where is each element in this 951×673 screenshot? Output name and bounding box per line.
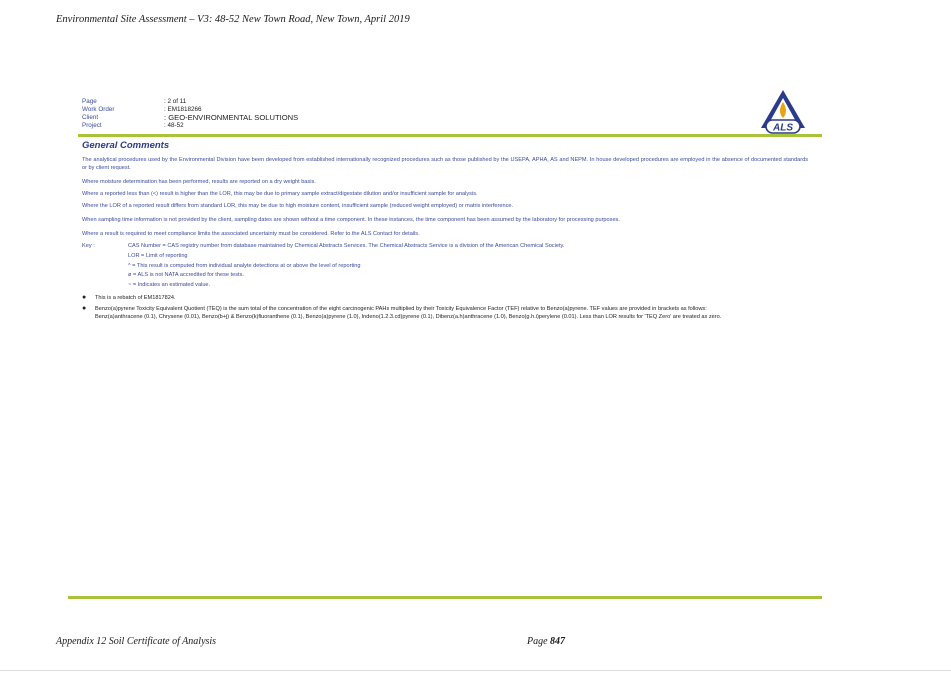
footer-appendix-title: Appendix 12 Soil Certificate of Analysis (56, 636, 217, 647)
bullet-icon: ● (82, 293, 87, 301)
meta-value: : GEO-ENVIRONMENTAL SOLUTIONS (164, 112, 299, 122)
footer-divider (68, 596, 822, 599)
header-divider (78, 134, 822, 137)
comment-paragraph: Where a result is required to meet compliance limits the associated uncertainty must be considered. Refer to the ALS Contact for details. (82, 231, 420, 237)
meta-label: Page (82, 97, 97, 105)
comment-paragraph: The analytical procedures used by the Environmental Division have been developed from established internationally recognized procedures such as those published by the USEPA, APHA, AS and NEPM. In house developed procedures are employed in the absence of documented standards or by client request. (82, 157, 808, 171)
meta-label: Project (82, 121, 102, 129)
bullet-icon: ● (82, 304, 87, 312)
key-line: CAS Number = CAS registry number from database maintained by Chemical Abstracts Services. The Chemical Abstracts Service is a division of the American Chemical Society. (128, 243, 565, 249)
comment-paragraph: Where moisture determination has been performed, results are reported on a dry weight basis. (82, 179, 316, 185)
running-header: Environmental Site Assessment – V3: 48-52 New Town Road, New Town, April 2019 (56, 14, 410, 25)
page-edge (0, 670, 951, 671)
meta-label: Work Order (82, 105, 115, 113)
section-title: General Comments (82, 140, 170, 151)
footer-page (527, 636, 565, 647)
comment-paragraph: Where the LOR of a reported result differs from standard LOR, this may be due to high moisture content, insufficient sample (reduced weight employed) or matrix interference. (82, 203, 514, 209)
meta-label: Client (82, 113, 99, 121)
key-label: Key : (82, 243, 95, 249)
meta-row-page (82, 97, 298, 105)
list-item (82, 294, 808, 302)
comment-paragraph: When sampling time information is not provided by the client, sampling dates are shown without a time component. In these instances, the time component has been assumed by the laboratory for processing purposes. (82, 217, 620, 223)
key-line: LOR = Limit of reporting (128, 252, 188, 259)
comment-paragraph: Where a reported less than (<) result is higher than the LOR, this may be due to primary sample extract/digestate dilution and/or insufficient sample for analysis. (82, 191, 478, 197)
key-line: ø = ALS is not NATA accredited for these tests. (128, 272, 244, 279)
meta-value: : 2 of 11 (164, 97, 187, 105)
bullet-text: Benzo(a)pyrene Toxicity Equivalent Quotient (TEQ) is the sum total of the concentration of the eight carcinogenic PAHs multiplied by their Toxicity Equivalence Factor (TEF) relative to Benzo(a)pyrene. TEF values are provided in brackets as follows: Benz(a)anthracene (0.1), Chrysene (0.01), Benzo(b+j) & Benzo(k)fluoranthene (0.1), Benzo(a)pyrene (1.0), Indeno(1.2.3.cd)pyrene (0.1), Dibenz(a.h)anthracene (1.0), Benzo(g.h.i)perylene (0.01). Less than LOR results for 'TEQ Zero' are treated as zero. (95, 305, 722, 320)
key-line: ^ = This result is computed from individual analyte detections at or above the level of reporting (128, 262, 361, 269)
meta-value: : EM1818266 (164, 105, 202, 113)
meta-row-client (82, 113, 298, 121)
bullet-list (82, 294, 808, 321)
logo-text: ALS (773, 122, 793, 134)
report-meta (82, 97, 298, 129)
meta-value: : 48-52 (164, 121, 184, 129)
key-legend (82, 242, 808, 291)
key-line: ~ = Indicates an estimated value. (128, 282, 211, 289)
page-label: Page (527, 636, 551, 647)
comments-body (82, 156, 808, 324)
bullet-text: This is a rebatch of EM1817824. (95, 294, 176, 301)
als-logo-icon (758, 88, 808, 136)
list-item (82, 305, 808, 321)
meta-row-project (82, 121, 298, 129)
page-number: 847 (550, 636, 566, 647)
